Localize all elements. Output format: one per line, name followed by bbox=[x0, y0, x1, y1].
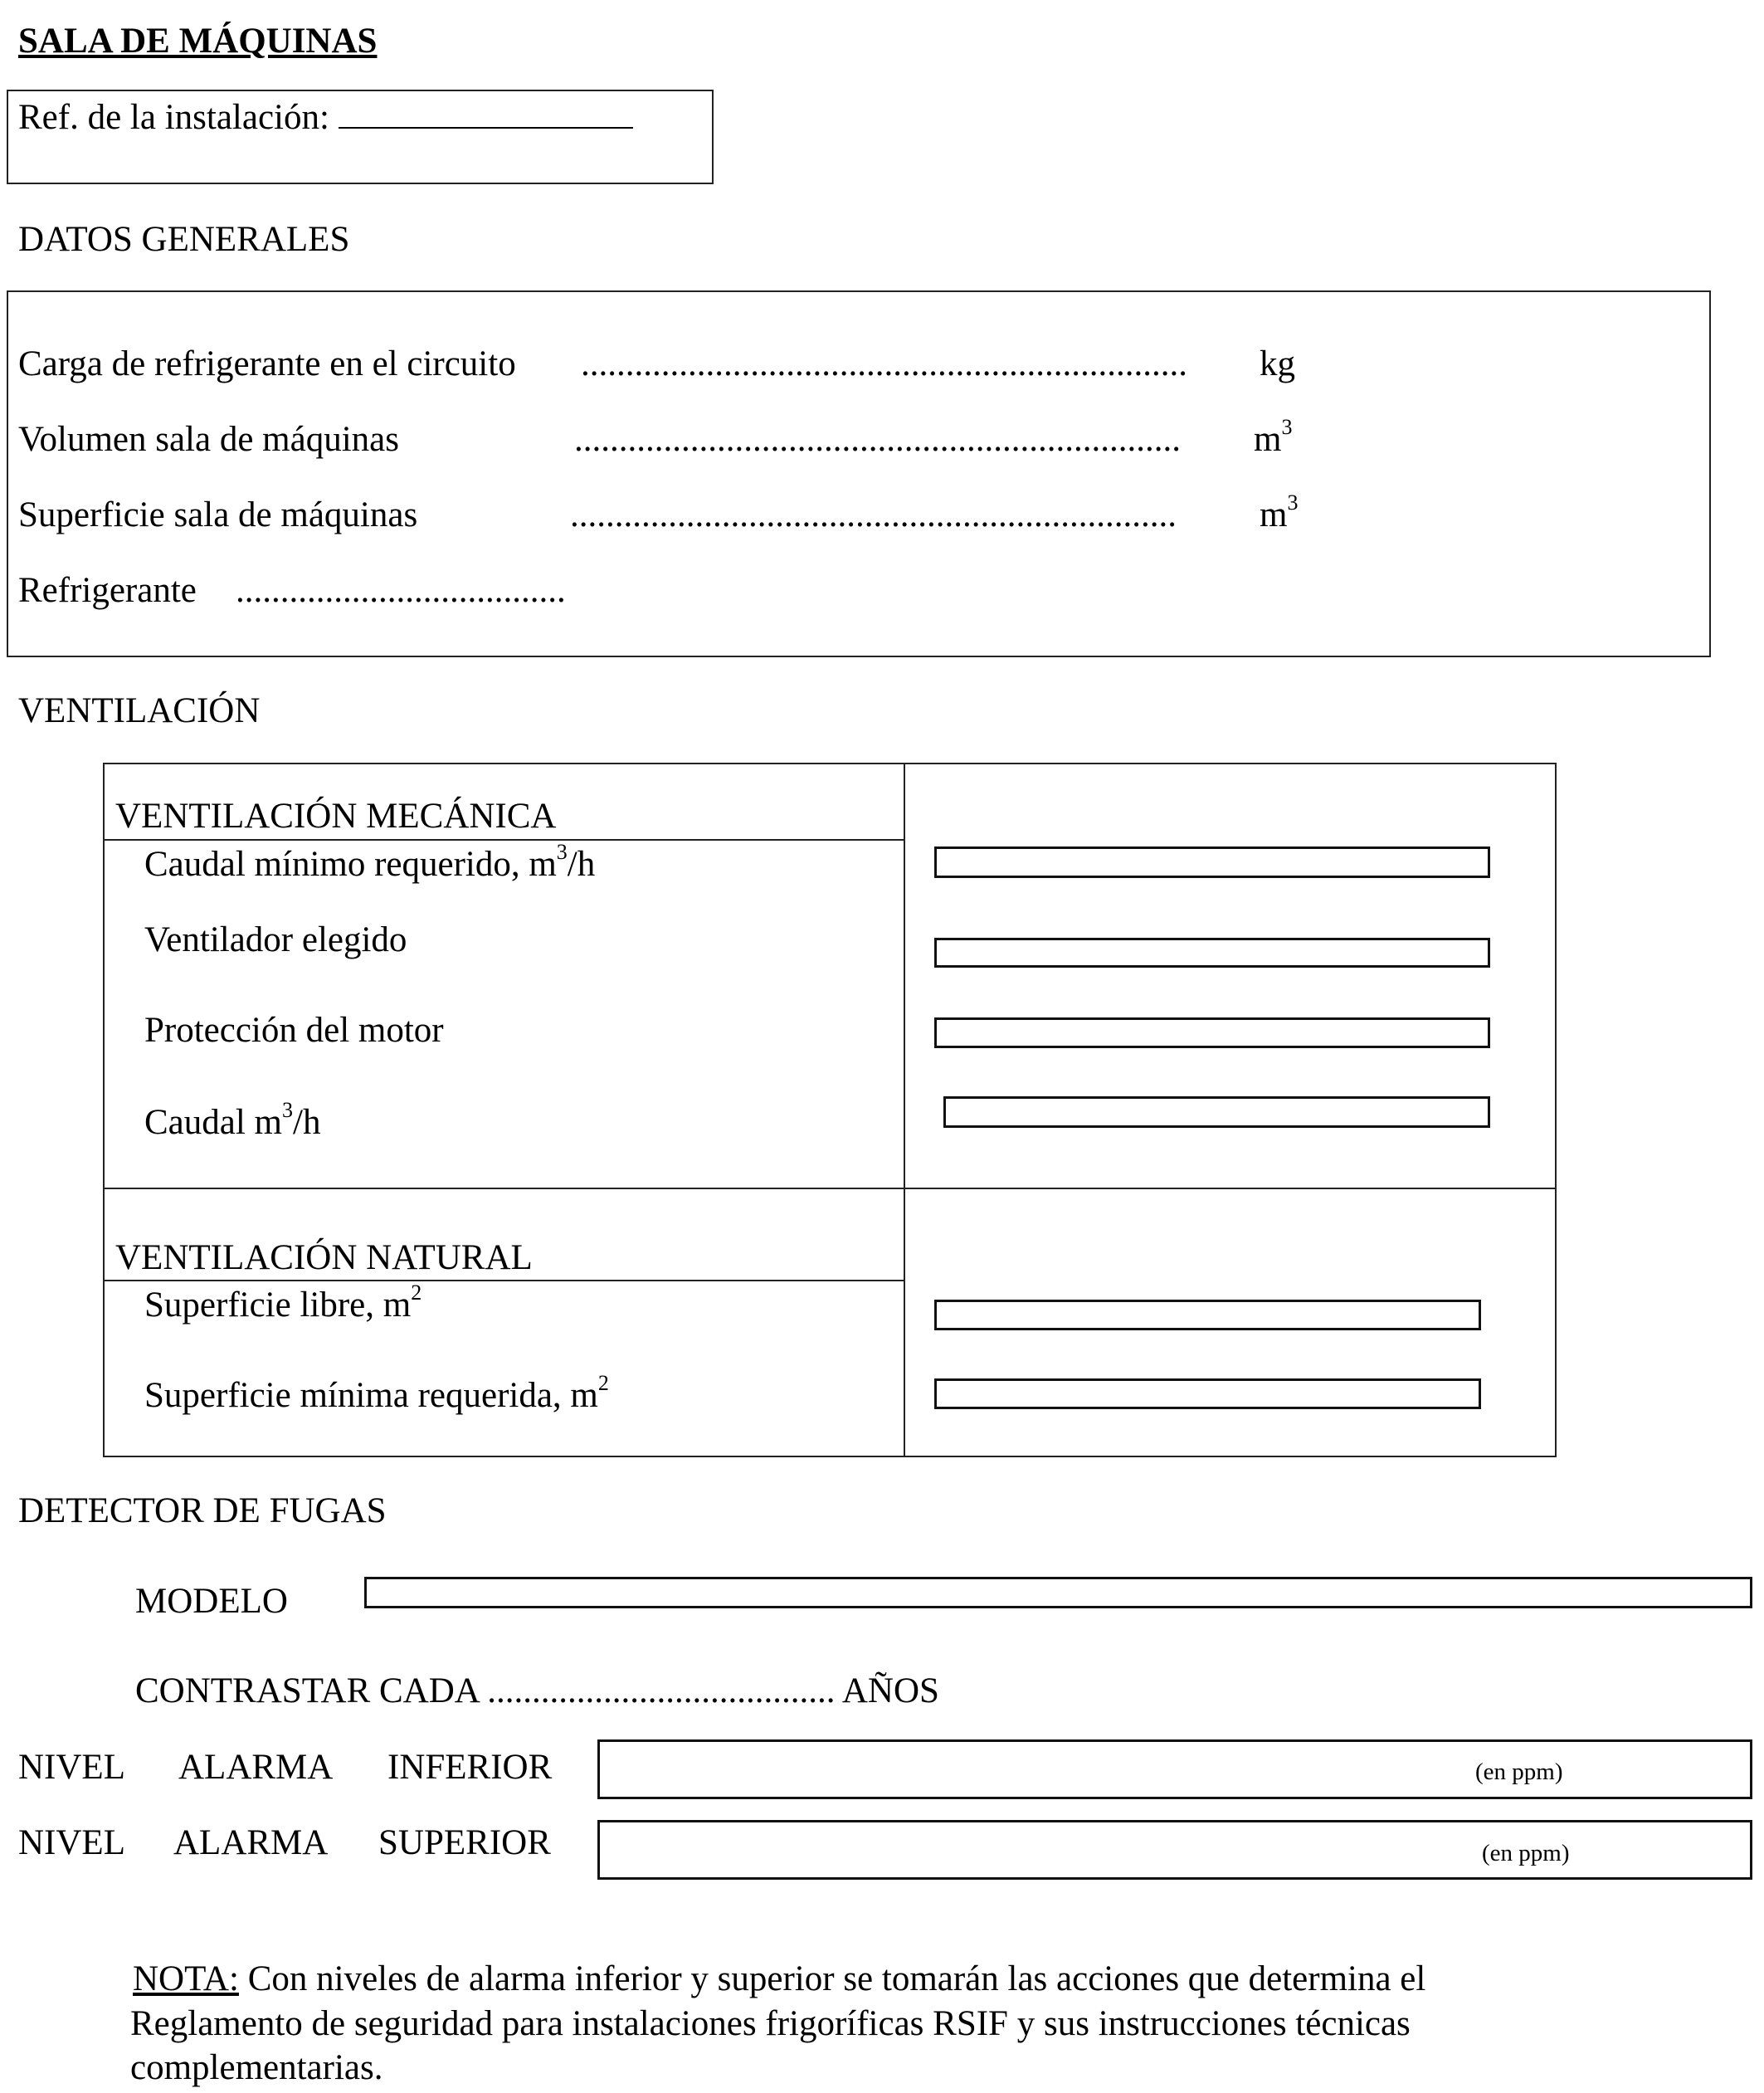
contrastar-row: CONTRASTAR CADA ....................................... AÑOS bbox=[135, 1671, 939, 1710]
superficie-libre-label: Superficie libre, $m^2$ bbox=[144, 1281, 422, 1325]
carga-label: Carga de refrigerante en el circuito bbox=[18, 344, 516, 383]
alarma-superior-unit: (en ppm) bbox=[1482, 1840, 1570, 1866]
ref-row bbox=[18, 99, 633, 135]
refrigerante-label: Refrigerante bbox=[18, 571, 197, 610]
alarma-superior-w1: NIVEL bbox=[18, 1823, 125, 1862]
proteccion-label: Protección del motor bbox=[144, 1011, 444, 1050]
nota-line-1: NOTA: Con niveles de alarma inferior y superior se tomarán las acciones que determina el bbox=[133, 1959, 1426, 1998]
page-title: SALA DE MÁQUINAS bbox=[18, 22, 378, 61]
superficie-libre-input[interactable] bbox=[934, 1300, 1481, 1330]
alarma-superior-input[interactable] bbox=[597, 1820, 1752, 1880]
alarma-inferior-unit: (en ppm) bbox=[1475, 1759, 1563, 1785]
superficie-unit: $m^3$ bbox=[1260, 490, 1299, 534]
alarma-inferior-w2: ALARMA bbox=[178, 1748, 334, 1787]
superficie-label: Superficie sala de máquinas bbox=[18, 495, 418, 534]
table-row-divider bbox=[103, 1188, 1557, 1189]
ref-label: Ref. de la instalación: bbox=[18, 98, 329, 137]
natural-title: VENTILACIÓN NATURAL bbox=[115, 1238, 533, 1277]
contrastar-dots[interactable]: ....................................... bbox=[487, 1671, 836, 1710]
refrigerante-dots[interactable]: ..................................... bbox=[236, 571, 566, 610]
ventilador-input[interactable] bbox=[934, 938, 1490, 968]
detector-heading: DETECTOR DE FUGAS bbox=[18, 1491, 387, 1530]
volumen-dots[interactable]: .................................................................... bbox=[574, 420, 1181, 459]
caudal-input[interactable] bbox=[943, 1096, 1490, 1128]
superficie-minima-input[interactable] bbox=[934, 1378, 1481, 1409]
caudal-minimo-label: Caudal mínimo requerido, $m^3/h$ bbox=[144, 840, 596, 884]
ventilador-label: Ventilador elegido bbox=[144, 920, 407, 959]
ventilacion-heading: VENTILACIÓN bbox=[18, 691, 261, 730]
alarma-superior-w3: SUPERIOR bbox=[378, 1823, 551, 1862]
mecanica-title: VENTILACIÓN MECÁNICA bbox=[115, 797, 557, 836]
alarma-inferior-w1: NIVEL bbox=[18, 1748, 125, 1787]
nota-line-3: complementarias. bbox=[130, 2048, 383, 2087]
proteccion-input[interactable] bbox=[934, 1017, 1490, 1048]
alarma-superior-w2: ALARMA bbox=[173, 1823, 329, 1862]
ref-input-line[interactable] bbox=[339, 99, 633, 129]
nota-label: NOTA: bbox=[133, 1959, 239, 1998]
carga-dots[interactable]: .................................................................... bbox=[581, 344, 1187, 383]
datos-generales-heading: DATOS GENERALES bbox=[18, 220, 350, 259]
alarma-inferior-w3: INFERIOR bbox=[387, 1748, 553, 1787]
caudal-minimo-input[interactable] bbox=[934, 846, 1490, 878]
superficie-minima-label: Superficie mínima requerida, $m^2$ bbox=[144, 1371, 609, 1415]
table-col-divider bbox=[904, 763, 905, 1457]
alarma-inferior-input[interactable] bbox=[597, 1739, 1752, 1799]
carga-unit: kg bbox=[1260, 344, 1295, 383]
natural-title-underline bbox=[103, 1280, 904, 1281]
modelo-label: MODELO bbox=[135, 1582, 288, 1621]
nota-line-2: Reglamento de seguridad para instalaciones frigoríficas RSIF y sus instrucciones técnicas bbox=[130, 2004, 1411, 2043]
volumen-label: Volumen sala de máquinas bbox=[18, 420, 399, 459]
volumen-unit: $m^3$ bbox=[1254, 415, 1293, 459]
caudal-label: Caudal $m^3/h$ bbox=[144, 1098, 321, 1142]
mecanica-title-underline bbox=[103, 839, 904, 841]
modelo-input[interactable] bbox=[364, 1577, 1752, 1608]
superficie-dots[interactable]: .................................................................... bbox=[570, 495, 1177, 534]
